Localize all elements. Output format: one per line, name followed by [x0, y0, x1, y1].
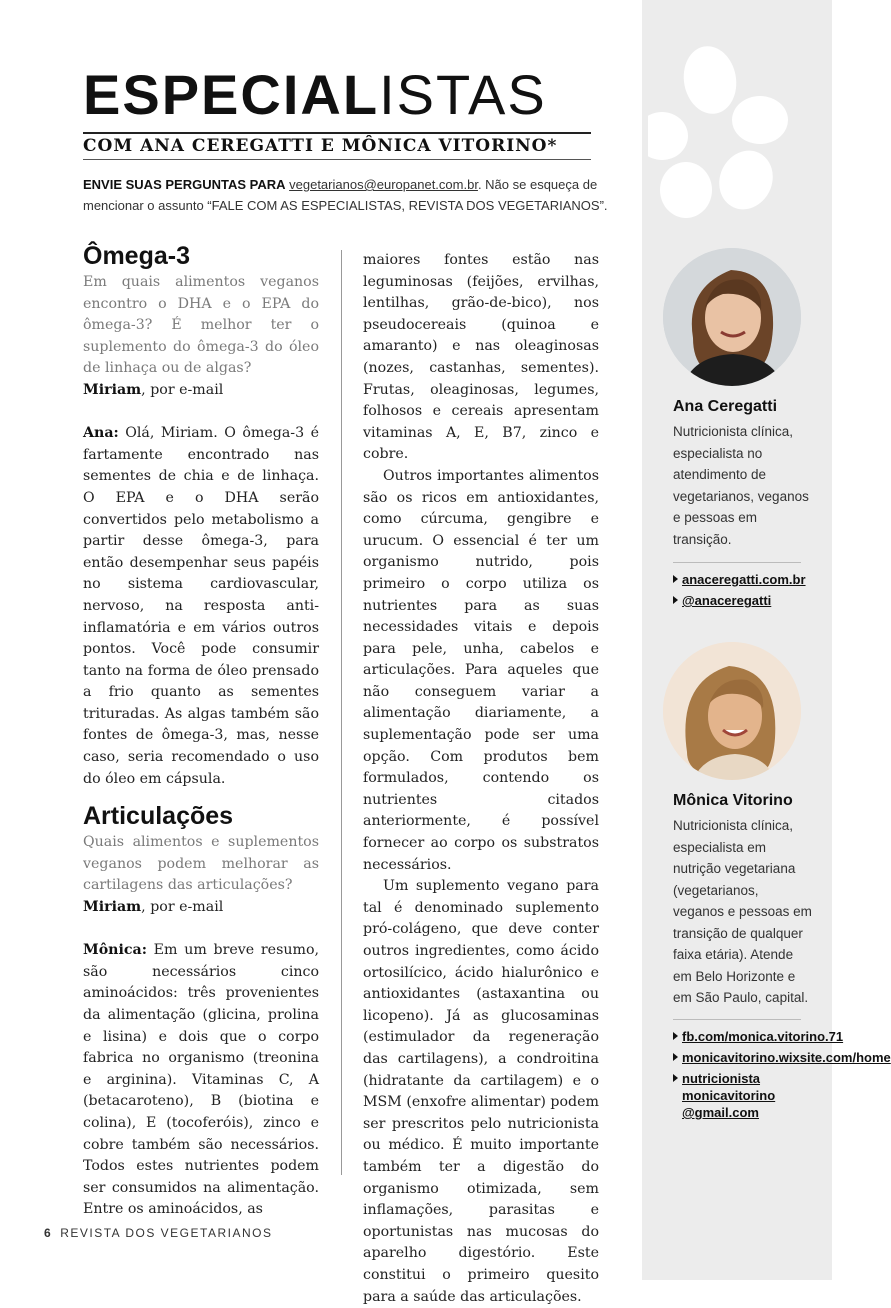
answer-omega3: [83, 423, 319, 790]
page-subtitle: COM ANA CEREGATTI E MÔNICA VITORINO*: [83, 136, 558, 156]
answer-body: Olá, Miriam. O ômega-3 é fartamente encontrado nas sementes de chia e de linhaça. O EPA e o DHA serão convertidos pelo metabolismo a partir desse ômega-3, para então desempenhar seus papéis no sistema cardiovascular, nervoso, na resposta anti-inflamatória e em vários outros pontos. Você pode consumir tanto na forma de óleo prensado a frio quanto as sementes trituradas. As algas também são fontes de ômega-3, mas, nesse caso, seria recomendado o uso do óleo em cápsula.: [83, 425, 319, 787]
page-number: 6: [44, 1226, 53, 1240]
intro-lead: ENVIE SUAS PERGUNTAS PARA: [83, 177, 286, 192]
link-item[interactable]: [673, 571, 813, 588]
arrow-right-icon: [673, 575, 678, 583]
specialist-name-monica: Mônica Vitorino: [673, 792, 793, 809]
paragraph: Outros importantes alimentos são os ricos em antioxidantes, como cúrcuma, gengibre e urucum. O essencial é ter um organismo nutrido, pois primeiro o corpo utiliza os nutrientes para as suas necessidades vitais e depois para pele, unha, cabelos e articulações. Para aqueles que não conseguem variar a alimentação diariamente, a suplementação pode ser uma opção. Com produtos bem formulados, contendo os nutrientes citados anteriormente, é possível fornecer ao corpo os substratos necessários.: [363, 467, 599, 873]
title-rule-bottom: [83, 159, 591, 160]
asker-omega3: [83, 380, 319, 402]
link-item[interactable]: [673, 592, 813, 609]
section-title-articulacoes: Articulações: [83, 802, 234, 831]
arrow-right-icon: [673, 1032, 678, 1040]
specialist-desc-monica: Nutricionista clínica, especialista em nutrição vegetariana (vegetarianos, veganos e pessoas em transição de qualquer faixa etária). Atende em Belo Horizonte e em São Paulo, capital.: [673, 818, 812, 1005]
article-column-2: [363, 250, 599, 1308]
asker-articulacoes: [83, 897, 319, 919]
answer-label: Mônica:: [83, 942, 147, 959]
paragraph: maiores fontes estão nas leguminosas (feijões, ervilhas, lentilhas, grão-de-bico), nos pseudocereais (quinoa e amaranto) e nas oleaginosas (nozes, castanhas, sementes). Frutas, oleaginosas, legumes, folhosos e cereais apresentam vitaminas A, E, B7, zinco e cobre.: [363, 252, 599, 463]
link-text[interactable]: fb.com/monica.vitorino.71: [682, 1029, 844, 1044]
paragraph: Um suplemento vegano para tal é denominado suplemento pró-colágeno, que deve conter outros ingredientes, como ácido ortosilícico, ácido hialurônico e antioxidantes (astaxantina ou licopeno). Já as glucosaminas (estimulador da regeneração das cartilagens), a condroitina (hidratante da cartilagem) e o MSM (enxofre alimentar) podem ser prescritos pelo nutricionista ou médico. É muito importante também ter a digestão do organismo otimizada, sem inflamações, parasitas e oportunistas nas mucosas do aparelho digestório. Este constitui o primeiro quesito para a saúde das articulações.: [363, 878, 599, 1305]
link-item[interactable]: [673, 1049, 891, 1066]
arrow-right-icon: [673, 596, 678, 604]
page-footer: [44, 1226, 272, 1240]
link-text[interactable]: @anaceregatti: [682, 593, 772, 608]
link-text[interactable]: nutricionista monicavitorino @gmail.com: [682, 1071, 776, 1120]
flower-icon: [648, 40, 788, 220]
link-text[interactable]: anaceregatti.com.br: [682, 572, 806, 587]
answer-articulacoes: [83, 940, 319, 1221]
title-light-part: ISTAS: [379, 63, 547, 126]
avatar-monica-vitorino: [663, 642, 801, 780]
page-title: [83, 62, 547, 128]
title-rule-top: [83, 132, 591, 134]
specialist-divider: [673, 1019, 801, 1020]
question-omega3: Em quais alimentos veganos encontro o DHA e o EPA do ômega-3? É melhor ter o suplemento do ômega-3 do óleo de linhaça ou de algas?: [83, 274, 319, 377]
asker-via: , por e-mail: [141, 899, 224, 916]
column-divider: [341, 250, 342, 1175]
asker-name: Miriam: [83, 899, 142, 916]
intro-email-link[interactable]: vegetarianos@europanet.com.br: [289, 177, 478, 192]
specialist-divider: [673, 562, 801, 563]
title-bold-part: ESPECIAL: [83, 63, 380, 126]
arrow-right-icon: [673, 1053, 678, 1061]
avatar-ana-ceregatti: [663, 248, 801, 386]
magazine-name: REVISTA DOS VEGETARIANOS: [60, 1226, 273, 1240]
answer-body: Em um breve resumo, são necessários cinco aminoácidos: três provenientes da alimentação (glicina, prolina e lisina) e dois que o corpo fabrica no organismo (treonina e arginina). Vitaminas C, A (betacaroteno), B (biotina e colina), E (tocoferóis), zinco e cobre também são necessários. Todos estes nutrientes podem ser consumidos na alimentação. Entre os aminoácidos, as: [83, 942, 319, 1218]
question-articulacoes: Quais alimentos e suplementos veganos podem melhorar as cartilagens das articulações?: [83, 834, 319, 894]
link-text[interactable]: monicavitorino.wixsite.com/home: [682, 1050, 891, 1065]
intro-rest: . Não se esqueça de mencionar o assunto “FALE COM AS ESPECIALISTAS, REVISTA DOS VEGETARIANOS”.: [83, 177, 608, 213]
intro-text: [83, 174, 613, 216]
answer-label: Ana:: [83, 425, 119, 442]
specialist-links-monica: [673, 1028, 891, 1125]
arrow-right-icon: [673, 1074, 678, 1082]
specialist-links-ana: [673, 571, 813, 613]
article-column-1: [83, 240, 319, 1231]
link-item[interactable]: [673, 1070, 813, 1121]
section-title-omega3: Ômega-3: [83, 242, 190, 270]
specialist-name-ana: Ana Ceregatti: [673, 398, 778, 415]
asker-via: , por e-mail: [141, 381, 224, 398]
link-item[interactable]: [673, 1028, 844, 1045]
asker-name: Miriam: [83, 381, 142, 398]
specialist-desc-ana: Nutricionista clínica, especialista no atendimento de vegetarianos, veganos e pessoas em transição.: [673, 424, 809, 547]
